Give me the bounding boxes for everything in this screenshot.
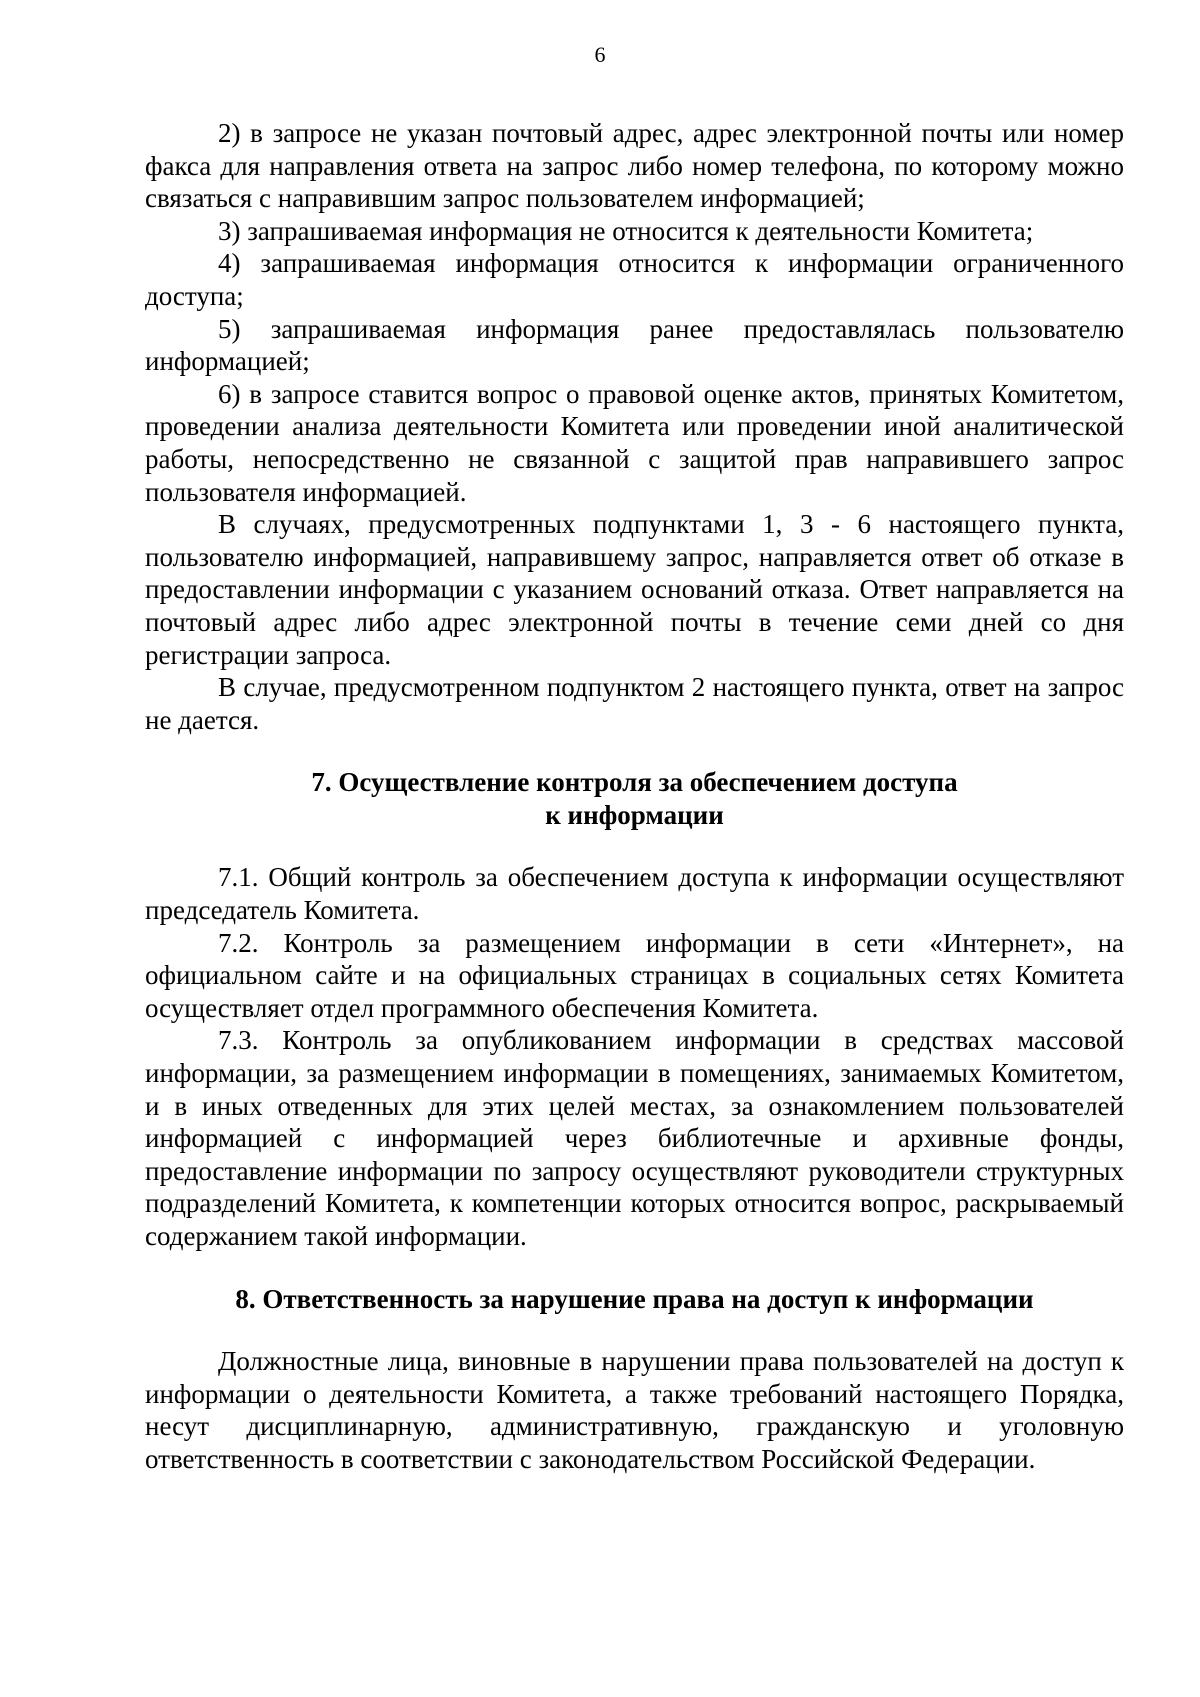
page-number: 6 [594, 42, 606, 67]
section-7-3-paragraph: 7.3. Контроль за опубликованием информации в средствах массовой информации, за размещением информации в помещениях, занимаемых Комитетом, и в иных отведенных для этих целей местах, за ознакомлением пользователей информацией с информацией через библиотечные и архивные фонды, предоставление информации по запросу осуществляют руководители структурных подразделений Комитета, к компетенции которых относится вопрос, раскрываемый содержанием такой информации. [145, 1025, 1124, 1251]
section-7-heading-line-1: 7. Осуществление контроля за обеспечением доступа [311, 767, 958, 798]
section-8-heading: 8. Ответственность за нарушение права на доступ к информации [235, 1283, 1034, 1314]
refusal-paragraph: В случаях, предусмотренных подпунктами 1, 3 - 6 настоящего пункта, пользователю информацией, направившему запрос, направляется ответ об отказе в предоставлении информации с указанием оснований отказа. Ответ направляется на почтовый адрес либо адрес электронной почты в течение семи дней со дня регистрации запроса. [145, 509, 1124, 670]
no-answer-paragraph: В случае, предусмотренном подпунктом 2 настоящего пункта, ответ на запрос не дается. [145, 672, 1124, 735]
section-7-1-paragraph: 7.1. Общий контроль за обеспечением доступа к информации осуществляют председатель Комитета. [145, 862, 1124, 926]
section-7-heading [145, 766, 1124, 831]
list-item-3: 3) запрашиваемая информация не относится к деятельности Комитета; [218, 215, 1034, 246]
section-7-heading-line-2: к информации [545, 799, 724, 830]
list-item-2: 2) в запросе не указан почтовый адрес, адрес электронной почты или номер факса для направления ответа на запрос либо номер телефона, по которому можно связаться с направившим запрос пользователем информацией; [145, 118, 1124, 214]
list-item-4: 4) запрашиваемая информация относится к информации ограниченного доступа; [145, 248, 1124, 311]
list-item-6: 6) в запросе ставится вопрос о правовой оценке актов, принятых Комитетом, проведении анализа деятельности Комитета или проведении иной аналитической работы, непосредственно не связанной с защитой прав направившего запрос пользователя информацией. [145, 378, 1124, 507]
list-item-5: 5) запрашиваемая информация ранее предоставлялась пользователю информацией; [145, 313, 1124, 377]
section-7-2-paragraph: 7.2. Контроль за размещением информации в сети «Интернет», на официальном сайте и на официальных страницах в социальных сетях Комитета осуществляет отдел программного обеспечения Комитета. [145, 927, 1124, 1023]
document-body [145, 117, 1124, 1476]
section-8-paragraph: Должностные лица, виновные в нарушении права пользователей на доступ к информации о деятельности Комитета, а также требований настоящего Порядка, несут дисциплинарную, административную, гражданскую и уголовную ответственность в соответствии с законодательством Российской Федерации. [145, 1346, 1124, 1474]
